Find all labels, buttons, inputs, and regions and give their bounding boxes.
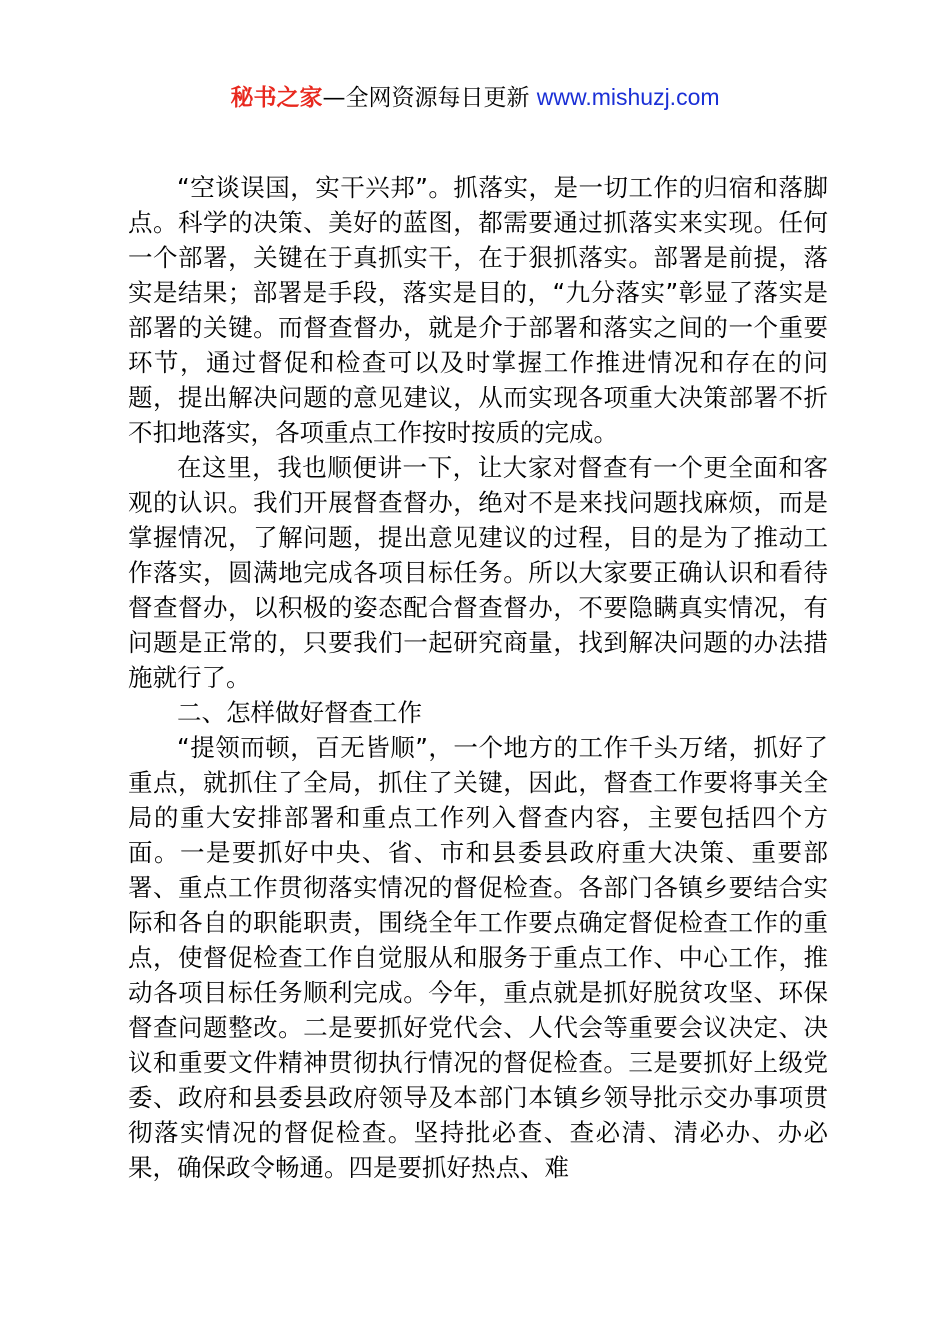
site-tagline: —全网资源每日更新 <box>322 85 537 111</box>
paragraph-key-points: “提领而顿，百无皆顺”，一个地方的工作千头万绪，抓好了重点，就抓住了全局，抓住了关键，因此，督查工作要将事关全局的重大安排部署和重点工作列入督查内容，主要包括四个方面。一是要抓好中央、省、市和县委县政府重大决策、重要部署、重点工作贯彻落实情况的督促检查。各部门各镇乡要结合实际和各自的职能职责，围绕全年工作要点确定督促检查工作的重点，使督促检查工作自觉服从和服务于重点工作、中心工作，推动各项目标任务顺利完成。今年，重点就是抓好脱贫攻坚、环保督查问题整改。二是要抓好党代会、人代会等重要会议决定、决议和重要文件精神贯彻执行情况的督促检查。三是要抓好上级党委、政府和县委县政府领导及本部门本镇乡领导批示交办事项贯彻落实情况的督促检查。坚持批必查、查必清、清必办、办必果，确保政令畅通。四是要抓好热点、难 <box>128 733 828 1182</box>
paragraph-intro: “空谈误国，实干兴邦”。抓落实，是一切工作的归宿和落脚点。科学的决策、美好的蓝图，都需要通过抓落实来实现。任何一个部署，关键在于真抓实干，在于狠抓落实。部署是前提，落实是结果；部署是手段，落实是目的，“九分落实”彰显了落实是部署的关键。而督查督办，就是介于部署和落实之间的一个重要环节，通过督促和检查可以及时掌握工作推进情况和存在的问题，提出解决问题的意见建议，从而实现各项重大决策部署不折不扣地落实，各项重点工作按时按质的完成。 <box>128 173 828 447</box>
site-url-link[interactable]: www.mishuzj.com <box>536 84 720 110</box>
document-body <box>128 170 828 1185</box>
paragraph-supervision-understanding: 在这里，我也顺便讲一下，让大家对督查有一个更全面和客观的认识。我们开展督查督办，绝对不是来找问题找麻烦，而是掌握情况，了解问题，提出意见建议的过程，目的是为了推动工作落实，圆满地完成各项目标任务。所以大家要正确认识和看待督查督办，以积极的姿态配合督查督办，不要隐瞒真实情况，有问题是正常的，只要我们一起研究商量，找到解决问题的办法措施就行了。 <box>128 453 828 692</box>
section-heading: 二、怎样做好督查工作 <box>177 698 422 727</box>
site-brand: 秘书之家 <box>230 85 323 111</box>
site-header <box>0 80 950 115</box>
